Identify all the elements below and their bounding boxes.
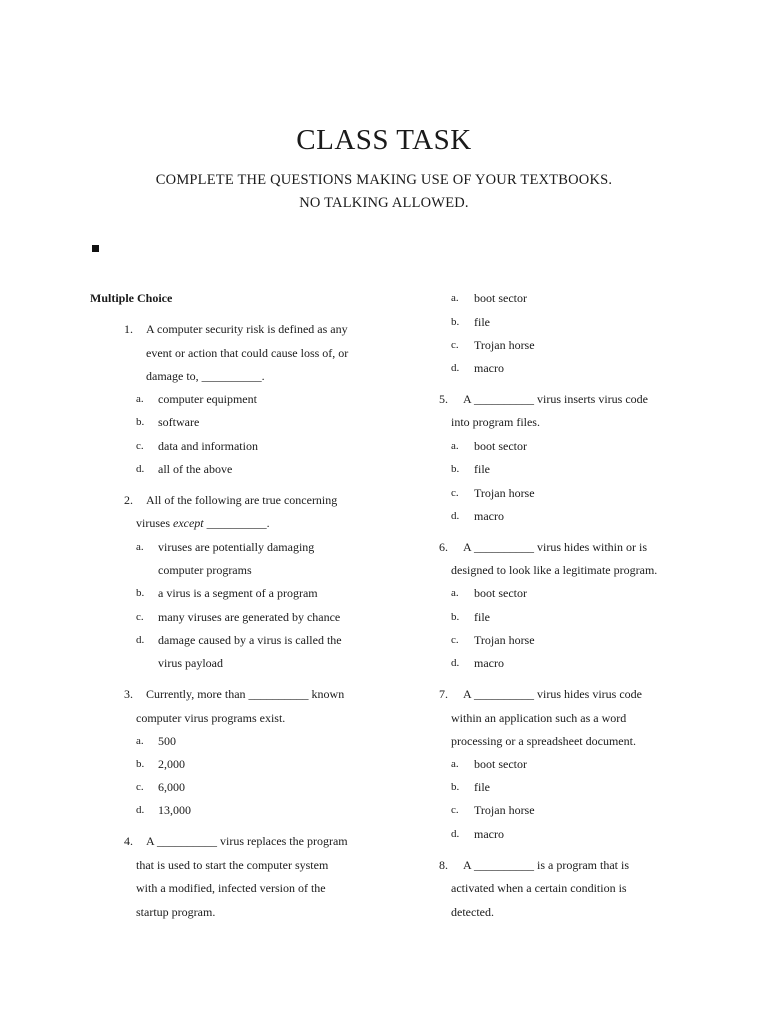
question-text: A __________ virus hides within or is: [463, 540, 648, 554]
question-number: 6.: [439, 540, 448, 554]
question-text: A computer security risk is defined as any: [146, 322, 348, 336]
option-letter: d.: [136, 804, 145, 816]
option-text: many viruses are generated by chance: [158, 610, 341, 624]
option-text: macro: [474, 509, 504, 523]
question-number: 7.: [439, 687, 448, 701]
option-text: macro: [474, 656, 504, 670]
instruction-line-2: NO TALKING ALLOWED.: [299, 195, 469, 211]
question-text: into program files.: [451, 415, 540, 429]
option-letter: a.: [451, 440, 459, 452]
square-bullet-icon: [92, 245, 99, 252]
option-text: damage caused by a virus is called the: [158, 633, 342, 647]
section-heading: Multiple Choice: [90, 291, 173, 305]
option-letter: a.: [136, 393, 144, 405]
option-text: software: [158, 415, 200, 429]
question-text: damage to, __________.: [146, 369, 265, 383]
emphasis-text: except: [173, 516, 204, 530]
option-text: file: [474, 315, 490, 329]
question-text: designed to look like a legitimate program.: [451, 563, 658, 577]
question-number: 4.: [124, 834, 133, 848]
option-letter: b.: [451, 316, 460, 328]
option-letter: c.: [451, 634, 459, 646]
option-text: 6,000: [158, 780, 185, 794]
option-text: a virus is a segment of a program: [158, 586, 318, 600]
option-letter: c.: [136, 440, 144, 452]
option-letter: d.: [136, 634, 145, 646]
option-text: macro: [474, 827, 504, 841]
question-text: __________.: [203, 516, 270, 530]
option-letter: a.: [136, 735, 144, 747]
option-text: Trojan horse: [474, 486, 535, 500]
option-letter: a.: [451, 587, 459, 599]
question-text: A __________ virus hides virus code: [463, 687, 642, 701]
option-letter: b.: [136, 587, 145, 599]
option-text: file: [474, 780, 490, 794]
option-text: boot sector: [474, 586, 527, 600]
option-letter: c.: [451, 487, 459, 499]
option-text: boot sector: [474, 757, 527, 771]
option-text: computer equipment: [158, 392, 257, 406]
option-letter: c.: [136, 781, 144, 793]
question-number: 8.: [439, 858, 448, 872]
question-text: viruses: [136, 516, 173, 530]
option-letter: b.: [451, 781, 460, 793]
option-letter: c.: [451, 339, 459, 351]
option-text-continued: computer programs: [158, 563, 252, 577]
question-number: 2.: [124, 493, 133, 507]
option-letter: d.: [136, 463, 145, 475]
option-text: 2,000: [158, 757, 185, 771]
option-letter: a.: [451, 758, 459, 770]
question-text: with a modified, infected version of the: [136, 881, 326, 895]
option-letter: b.: [136, 416, 145, 428]
option-letter: a.: [451, 292, 459, 304]
question-text: within an application such as a word: [451, 711, 627, 725]
question-text: event or action that could cause loss of, or: [146, 346, 349, 360]
page-title: CLASS TASK: [296, 124, 472, 156]
option-letter: b.: [451, 463, 460, 475]
option-text: Trojan horse: [474, 803, 535, 817]
option-letter: b.: [136, 758, 145, 770]
option-letter: b.: [451, 611, 460, 623]
option-letter: c.: [136, 611, 144, 623]
option-letter: a.: [136, 541, 144, 553]
question-number: 5.: [439, 392, 448, 406]
option-text: Trojan horse: [474, 338, 535, 352]
question-text: All of the following are true concerning: [146, 493, 338, 507]
question-text: A __________ virus replaces the program: [146, 834, 348, 848]
option-text: macro: [474, 361, 504, 375]
option-letter: d.: [451, 362, 460, 374]
option-text: 500: [158, 734, 176, 748]
option-letter: d.: [451, 657, 460, 669]
question-text: Currently, more than __________ known: [146, 687, 345, 701]
option-text: all of the above: [158, 462, 233, 476]
question-number: 3.: [124, 687, 133, 701]
option-text: viruses are potentially damaging: [158, 540, 315, 554]
option-text: file: [474, 462, 490, 476]
question-number: 1.: [124, 322, 133, 336]
option-text: Trojan horse: [474, 633, 535, 647]
option-text: boot sector: [474, 439, 527, 453]
question-text: processing or a spreadsheet document.: [451, 734, 636, 748]
option-text: 13,000: [158, 803, 191, 817]
question-text: that is used to start the computer system: [136, 858, 329, 872]
option-letter: d.: [451, 828, 460, 840]
instruction-line-1: COMPLETE THE QUESTIONS MAKING USE OF YOUR TEXTBOOKS.: [155, 172, 613, 188]
question-text: activated when a certain condition is: [451, 881, 627, 895]
question-text: A __________ virus inserts virus code: [463, 392, 648, 406]
option-text-continued: virus payload: [158, 656, 223, 670]
option-text: file: [474, 610, 490, 624]
question-text: detected.: [451, 905, 494, 919]
question-text: startup program.: [136, 905, 216, 919]
option-text: data and information: [158, 439, 258, 453]
question-text: A __________ is a program that is: [463, 858, 629, 872]
option-text: boot sector: [474, 291, 527, 305]
question-text: computer virus programs exist.: [136, 711, 286, 725]
option-letter: c.: [451, 804, 459, 816]
option-letter: d.: [451, 510, 460, 522]
question-text-line-2: [136, 515, 270, 531]
